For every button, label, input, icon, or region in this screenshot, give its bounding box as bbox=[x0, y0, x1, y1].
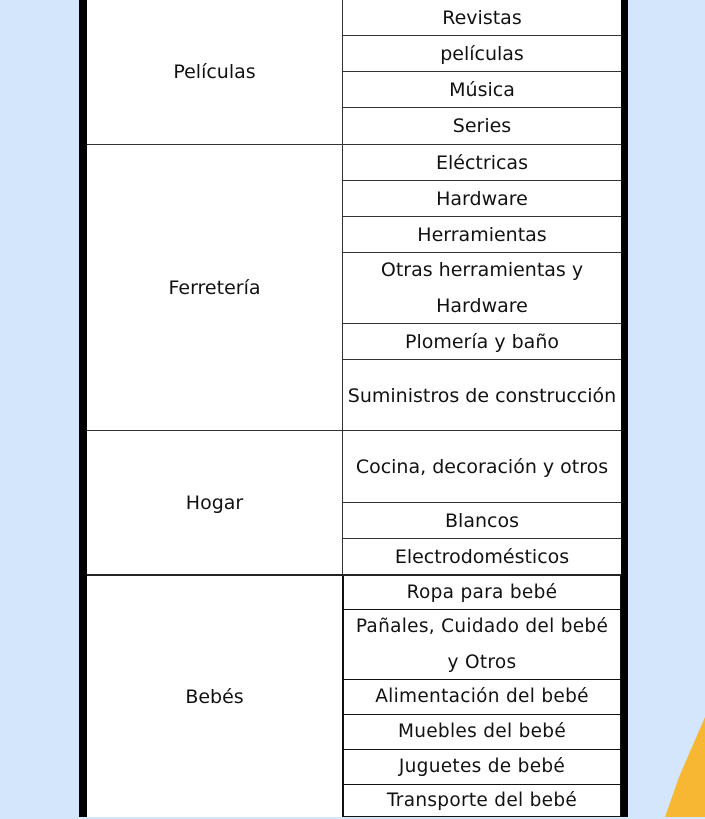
category-name: Bebés bbox=[87, 576, 343, 817]
subcategory-cell: Suministros de construcción bbox=[347, 384, 617, 407]
category-group-bebes bbox=[87, 574, 621, 817]
category-table bbox=[87, 0, 621, 817]
subcategory-cell: Electrodomésticos bbox=[394, 546, 570, 568]
subcategory-cell: Juguetes de bebé bbox=[343, 750, 621, 785]
category-group-ferreteria bbox=[87, 145, 621, 431]
subcategory-cell: Música bbox=[343, 72, 621, 108]
subcategory-cell: Transporte del bebé bbox=[343, 785, 621, 817]
subcategory-cell: Blancos bbox=[343, 503, 621, 539]
category-group-hogar bbox=[87, 431, 621, 575]
category-name: Hogar bbox=[87, 431, 343, 574]
subcategory-cell: Ropa para bebé bbox=[343, 576, 621, 610]
decorative-accent-shape bbox=[665, 717, 705, 817]
subcategory-cell: Hardware bbox=[343, 181, 621, 217]
subcategory-cell: Otras herramientas y Hardware bbox=[343, 253, 621, 324]
subcategory-cell: Alimentación del bebé bbox=[343, 680, 621, 715]
subcategory-cell: Cocina, decoración y otros bbox=[343, 431, 621, 503]
subcategory-cell: Revistas bbox=[343, 0, 621, 36]
category-group-peliculas bbox=[87, 0, 621, 145]
subcategory-cell: Plomería y baño bbox=[343, 324, 621, 360]
category-name: Ferretería bbox=[87, 145, 343, 430]
category-name: Películas bbox=[87, 0, 343, 144]
subcategory-cell: Eléctricas bbox=[343, 145, 621, 181]
subcategory-cell: Muebles del bebé bbox=[343, 715, 621, 750]
document-sheet bbox=[79, 0, 628, 817]
subcategory-cell: películas bbox=[343, 36, 621, 72]
subcategory-cell: Herramientas bbox=[343, 217, 621, 253]
subcategory-cell: Pañales, Cuidado del bebé y Otros bbox=[343, 610, 621, 680]
subcategory-cell: Series bbox=[452, 115, 512, 137]
